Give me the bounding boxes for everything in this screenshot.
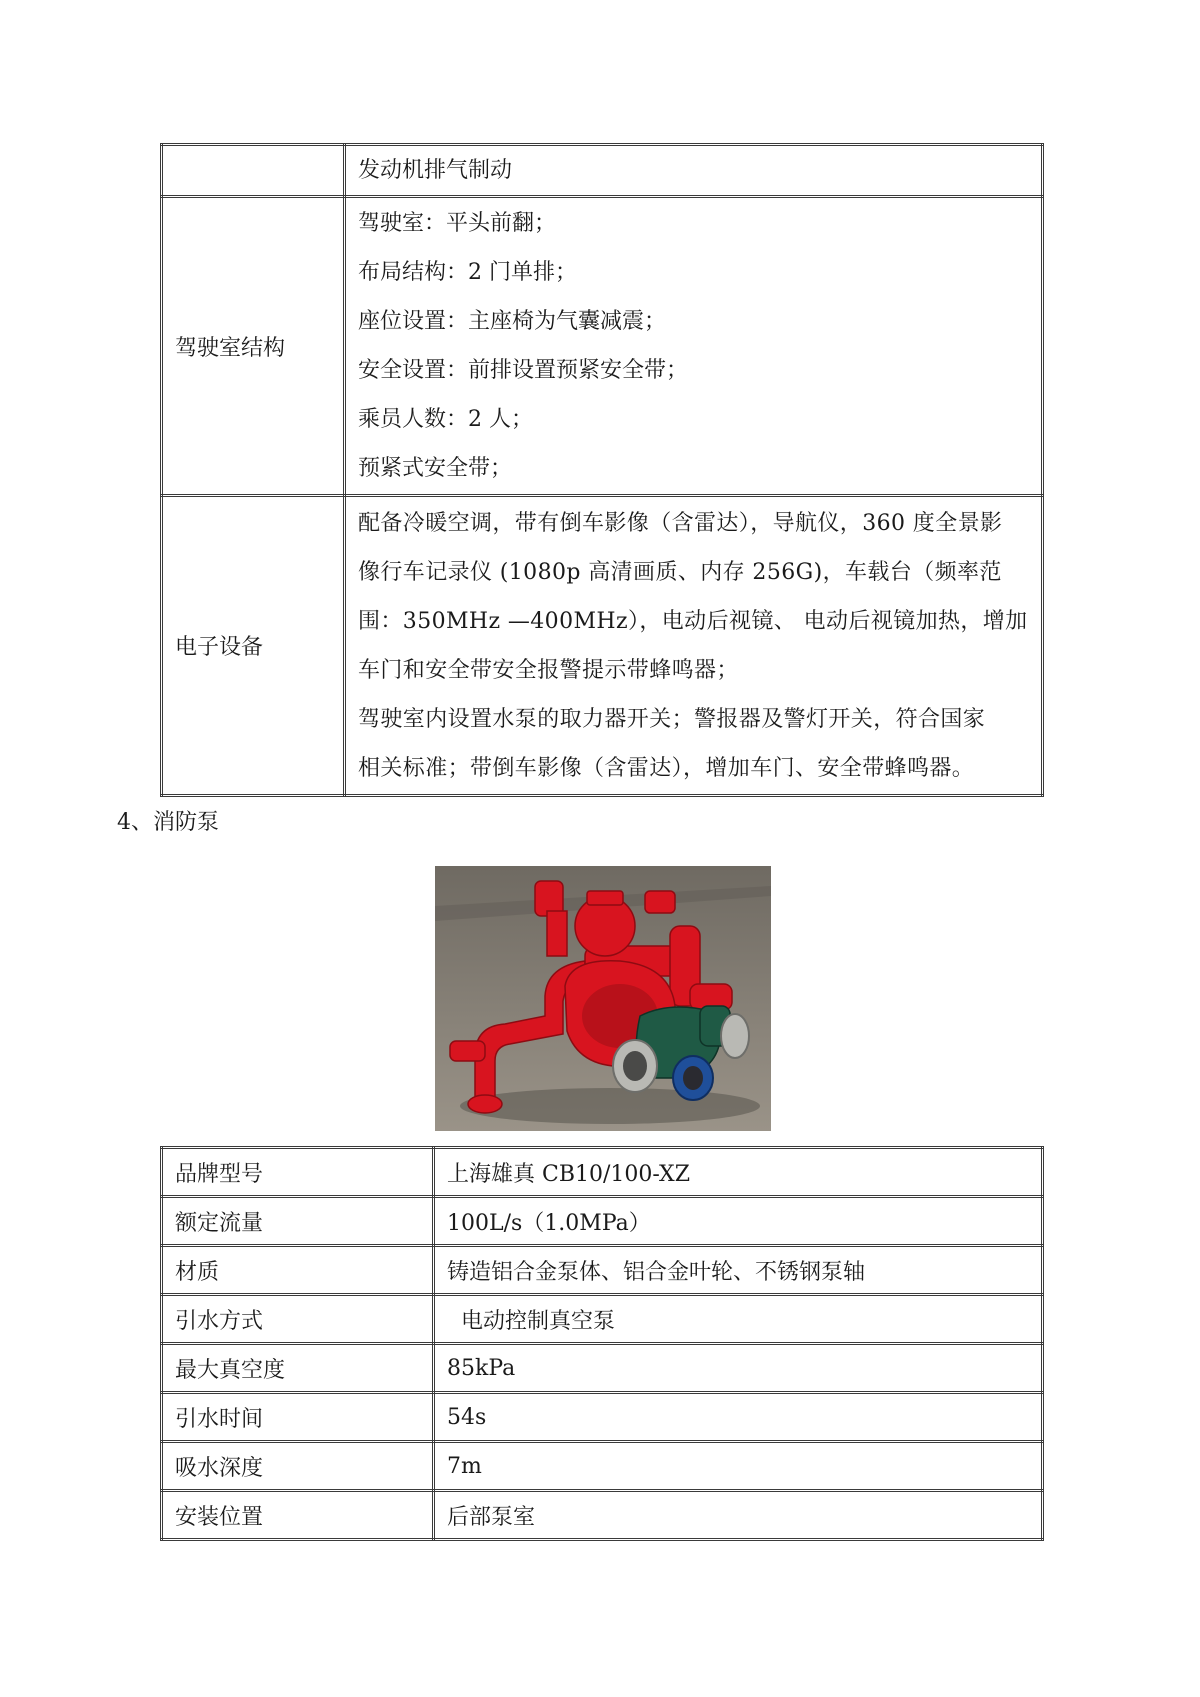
row-value: 后部泵室 bbox=[434, 1491, 1043, 1540]
row-label bbox=[162, 145, 345, 197]
row-value: 铸造铝合金泵体、铝合金叶轮、不锈钢泵轴 bbox=[434, 1246, 1043, 1295]
row-value bbox=[345, 145, 1043, 197]
row-value: 85kPa bbox=[434, 1344, 1043, 1393]
table-row bbox=[162, 1344, 1043, 1393]
table-row bbox=[162, 496, 1043, 796]
row-value bbox=[345, 496, 1043, 796]
row-value bbox=[345, 197, 1043, 496]
row-label: 引水时间 bbox=[162, 1393, 434, 1442]
pump-spec-table bbox=[160, 1146, 1044, 1541]
row-label: 吸水深度 bbox=[162, 1442, 434, 1491]
value-line: 乘员人数：2 人； bbox=[358, 407, 533, 432]
table-row bbox=[162, 1442, 1043, 1491]
table-row bbox=[162, 1197, 1043, 1246]
value-line: 布局结构：2 门单排； bbox=[358, 260, 577, 285]
row-label: 电子设备 bbox=[162, 496, 345, 796]
row-value: 电动控制真空泵 bbox=[434, 1295, 1043, 1344]
table-row bbox=[162, 145, 1043, 197]
value-line: 像行车记录仪 (1080p 高清画质、内存 256G)，车载台（频率范 bbox=[358, 559, 1002, 585]
value-line: 驾驶室：平头前翻； bbox=[358, 211, 557, 236]
row-label: 品牌型号 bbox=[162, 1148, 434, 1197]
value-line: 围：350MHz —400MHz），电动后视镜、 电动后视镜加热，增加 bbox=[358, 608, 1028, 634]
row-value: 54s bbox=[434, 1393, 1043, 1442]
row-label: 材质 bbox=[162, 1246, 434, 1295]
section-title: 4、消防泵 bbox=[117, 810, 219, 835]
table-row bbox=[162, 1491, 1043, 1540]
row-value: 7m bbox=[434, 1442, 1043, 1491]
value-line: 车门和安全带安全报警提示带蜂鸣器； bbox=[358, 657, 739, 683]
row-value: 上海雄真 CB10/100-XZ bbox=[434, 1148, 1043, 1197]
row-label: 安装位置 bbox=[162, 1491, 434, 1540]
value-line: 安全设置：前排设置预紧安全带； bbox=[358, 358, 689, 383]
table-row bbox=[162, 1295, 1043, 1344]
value-line: 配备冷暖空调，带有倒车影像（含雷达），导航仪，360 度全景影 bbox=[358, 510, 1003, 536]
row-label: 额定流量 bbox=[162, 1197, 434, 1246]
value-line: 预紧式安全带； bbox=[358, 456, 513, 481]
row-value: 100L/s（1.0MPa） bbox=[434, 1197, 1043, 1246]
value-line: 发动机排气制动 bbox=[358, 158, 513, 183]
row-label: 最大真空度 bbox=[162, 1344, 434, 1393]
table-row bbox=[162, 1246, 1043, 1295]
table-row bbox=[162, 197, 1043, 496]
row-label: 驾驶室结构 bbox=[162, 197, 345, 496]
fire-pump-photo bbox=[435, 866, 771, 1131]
table-row bbox=[162, 1393, 1043, 1442]
cab-spec-table bbox=[160, 143, 1044, 797]
value-line: 相关标准；带倒车影像（含雷达），增加车门、安全带蜂鸣器。 bbox=[358, 755, 975, 781]
value-line: 座位设置：主座椅为气囊减震； bbox=[358, 309, 667, 334]
value-line: 驾驶室内设置水泵的取力器开关；警报器及警灯开关，符合国家 bbox=[358, 706, 986, 732]
row-label: 引水方式 bbox=[162, 1295, 434, 1344]
table-row bbox=[162, 1148, 1043, 1197]
